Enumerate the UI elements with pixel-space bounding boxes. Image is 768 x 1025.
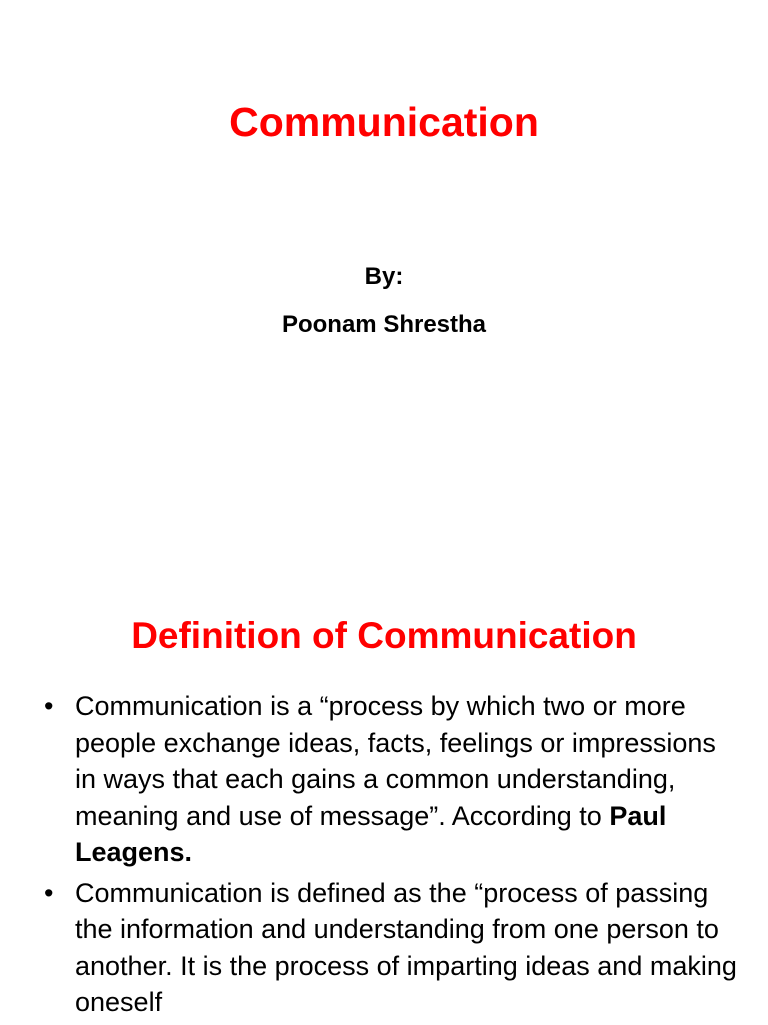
by-label: By: [364,263,404,290]
bullet-text-emphasis: Paul Leagens. [75,800,667,867]
slide-title: Communication [229,99,539,145]
bullet-text-body: Communication is defined as the “process of passing the information and understanding from one person to another. It is the process of imparting ideas and making oneself [75,877,737,1017]
bullet-text [75,691,716,867]
list-item [0,875,768,1021]
bullet-icon: • [44,691,54,721]
list-item [0,688,768,871]
slide-title: Definition of Communication [131,615,637,656]
bullet-text-body: Communication is a “process by which two or more people exchange ideas, facts, feelings or impressions in ways that each gains a common understanding, meaning and use of message”. According to [75,691,716,831]
bullet-icon: • [44,877,54,908]
bullet-list [0,688,768,1025]
bullet-text [75,878,737,1018]
author-name: Poonam Shrestha [281,311,487,338]
definition-slide [0,576,768,1024]
